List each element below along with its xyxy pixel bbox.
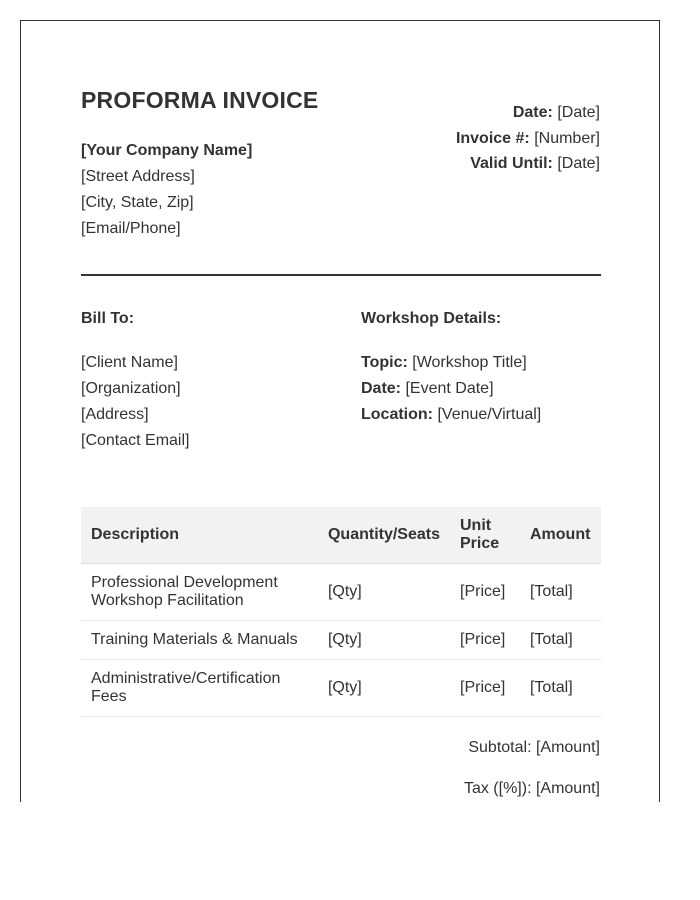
invoice-title: PROFORMA INVOICE xyxy=(81,87,319,113)
header-description: Description xyxy=(81,507,318,564)
subtotal-line: Subtotal: [Amount] xyxy=(468,739,600,756)
company-info xyxy=(81,138,252,242)
totals-section xyxy=(464,739,600,802)
header-divider xyxy=(81,274,601,276)
row-quantity: [Qty] xyxy=(318,564,450,621)
row-description: Administrative/Certification Fees xyxy=(81,660,318,717)
workshop-date-value: [Event Date] xyxy=(405,380,494,397)
bill-to-heading: Bill To: xyxy=(81,310,135,327)
invoice-meta xyxy=(456,100,600,177)
workshop-location-value: [Venue/Virtual] xyxy=(437,406,542,423)
row-description: Training Materials & Manuals xyxy=(81,621,318,660)
meta-date xyxy=(456,100,600,126)
workshop-details xyxy=(361,350,541,428)
meta-invoice-number-label: Invoice #: xyxy=(455,129,530,147)
row-unit-price: [Price] xyxy=(450,621,520,660)
meta-valid-until-label: Valid Until: xyxy=(470,155,553,172)
table-row xyxy=(81,621,601,660)
row-quantity: [Qty] xyxy=(318,621,450,660)
tax-line: Tax ([%]): [Amount] xyxy=(463,780,600,797)
meta-invoice-number-value: [Number] xyxy=(534,129,600,147)
row-amount: [Total] xyxy=(520,564,601,621)
client-email: [Contact Email] xyxy=(81,432,190,449)
client-name: [Client Name] xyxy=(81,354,178,371)
company-contact: [Email/Phone] xyxy=(81,220,181,237)
row-description: Professional Development Workshop Facilitation xyxy=(81,564,318,621)
row-quantity: [Qty] xyxy=(318,660,450,717)
client-address: [Address] xyxy=(81,406,149,423)
line-items-table xyxy=(81,507,601,717)
company-name: [Your Company Name] xyxy=(81,142,253,159)
row-amount: [Total] xyxy=(520,621,601,660)
header-quantity: Quantity/Seats xyxy=(318,507,450,564)
bill-to-details xyxy=(81,350,189,454)
table-row xyxy=(81,660,601,717)
workshop-details-heading: Workshop Details: xyxy=(361,310,502,327)
meta-date-value: [Date] xyxy=(557,104,600,121)
company-street: [Street Address] xyxy=(81,168,195,185)
workshop-topic-value: [Workshop Title] xyxy=(412,354,527,371)
company-city: [City, State, Zip] xyxy=(81,194,194,211)
invoice-page xyxy=(20,20,660,802)
workshop-topic-label: Topic: xyxy=(361,354,408,371)
meta-date-label: Date: xyxy=(512,104,553,121)
header-unit-price: Unit Price xyxy=(450,507,520,564)
header-amount: Amount xyxy=(520,507,601,564)
table-header-row xyxy=(81,507,601,564)
row-unit-price: [Price] xyxy=(450,660,520,717)
row-unit-price: [Price] xyxy=(450,564,520,621)
row-amount: [Total] xyxy=(520,660,601,717)
workshop-date xyxy=(361,376,541,402)
meta-valid-until-value: [Date] xyxy=(557,155,600,172)
table-row xyxy=(81,564,601,621)
client-organization: [Organization] xyxy=(81,380,181,397)
workshop-date-label: Date: xyxy=(361,380,402,397)
meta-invoice-number xyxy=(456,126,600,152)
workshop-topic xyxy=(361,350,541,376)
workshop-location-label: Location: xyxy=(361,406,433,423)
workshop-location xyxy=(361,402,541,428)
meta-valid-until xyxy=(456,151,600,177)
